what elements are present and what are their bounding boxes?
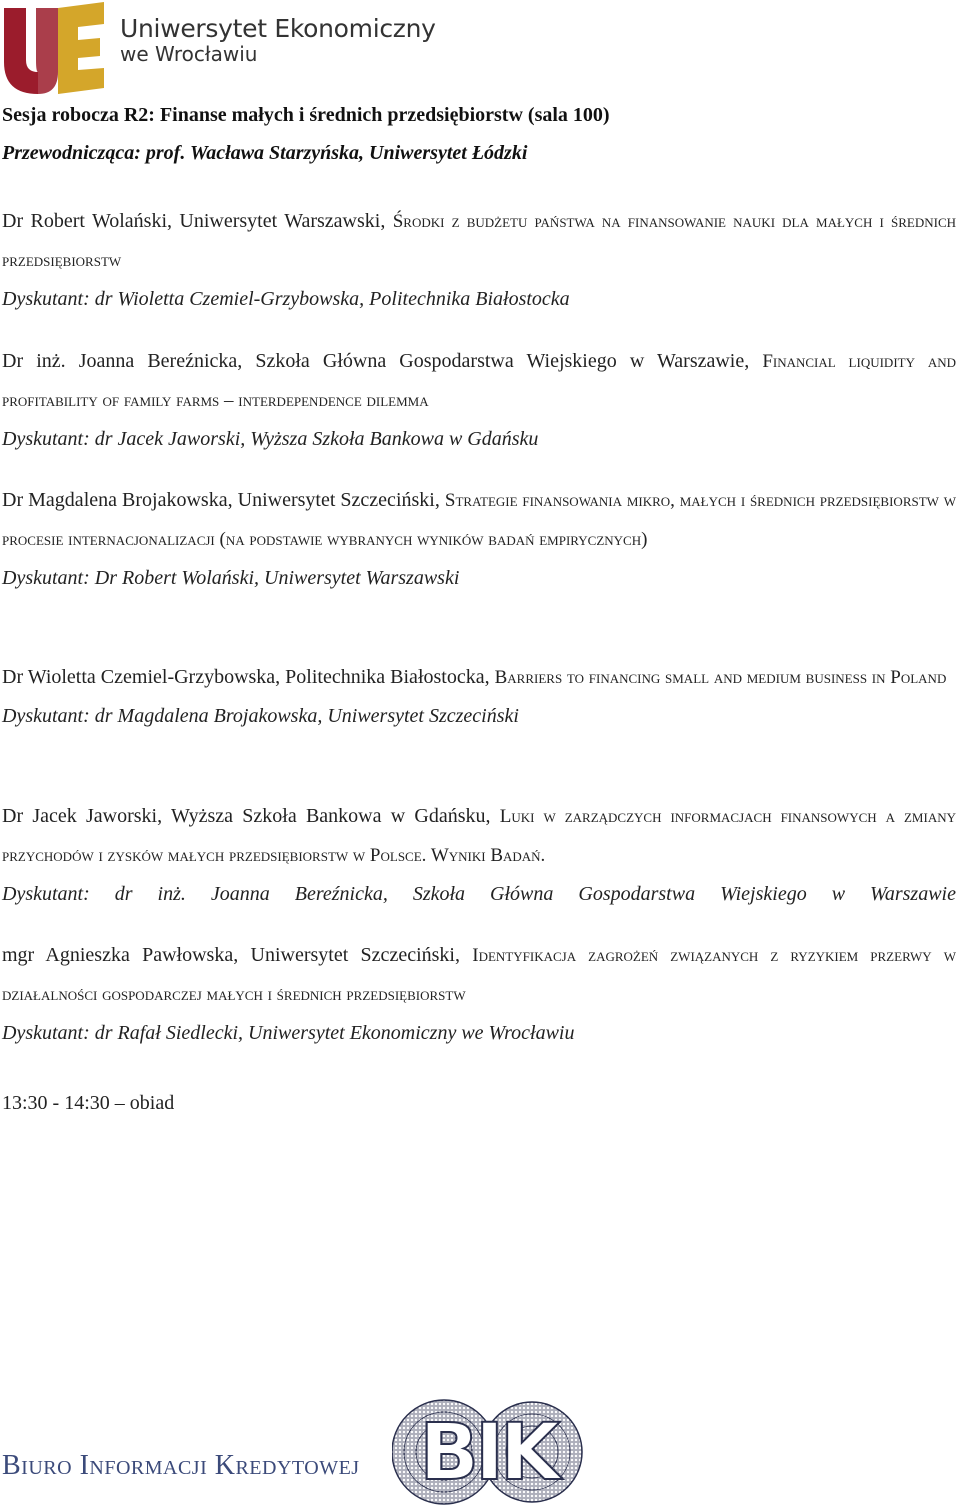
paper-title: Środki z budżetu państwa na finansowanie nauki dla małych i średnich przedsiębiorstw (2, 211, 956, 271)
speaker: Dr Wioletta Czemiel-Grzybowska, Politechnika Białostocka, (2, 666, 495, 688)
list-item (2, 481, 956, 597)
bik-name: Biuro Informacji Kredytowej (2, 1450, 360, 1481)
discussant: Dyskutant: dr Wioletta Czemiel-Grzybowska, Politechnika Białostocka (2, 288, 570, 310)
discussant: Dyskutant: dr Jacek Jaworski, Wyższa Szkoła Bankowa w Gdańsku (2, 428, 539, 450)
bik-letters: BIK (419, 1408, 557, 1498)
list-item (2, 797, 956, 913)
discussant: Dyskutant: dr inż. Joanna Bereźnicka, Szkoła Główna Gospodarstwa Wiejskiego w Warszawie (2, 883, 956, 905)
session-heading: Sesja robocza R2: Finanse małych i średnich przedsiębiorstw (sala 100) (2, 104, 610, 126)
university-name: Uniwersytet Ekonomiczny (120, 14, 436, 43)
paper-title: Luki w zarządczych informacjach finansowych a zmiany przychodów i zysków małych przedsiębiorstw w Polsce. Wyniki Badań. (2, 806, 956, 866)
discussant: Dyskutant: dr Rafał Siedlecki, Uniwersytet Ekonomiczny we Wrocławiu (2, 1022, 575, 1044)
list-item (2, 658, 956, 735)
paper-title: Barriers to financing small and medium business in Poland (494, 667, 947, 688)
paper-title: Strategie finansowania mikro, małych i średnich przedsiębiorstw w procesie internacjonalizacji (na podstawie wybranych wyników badań empirycznych) (2, 490, 956, 550)
discussant: Dyskutant: dr Magdalena Brojakowska, Uniwersytet Szczeciński (2, 705, 519, 727)
ue-logo-icon (0, 0, 110, 96)
speaker: mgr Agnieszka Pawłowska, Uniwersytet Szczeciński, (2, 944, 473, 966)
speaker: Dr Jacek Jaworski, Wyższa Szkoła Bankowa w Gdańsku, (2, 805, 500, 827)
university-logo (0, 0, 436, 100)
paper-title: Financial liquidity and profitability of family farms – interdependence dilemma (2, 351, 956, 411)
list-item (2, 936, 956, 1052)
session-chair: Przewodnicząca: prof. Wacława Starzyńska, Uniwersytet Łódzki (2, 142, 528, 164)
discussant: Dyskutant: Dr Robert Wolański, Uniwersytet Warszawski (2, 567, 460, 589)
speaker: Dr inż. Joanna Bereźnicka, Szkoła Główna Gospodarstwa Wiejskiego w Warszawie, (2, 350, 763, 372)
speaker: Dr Magdalena Brojakowska, Uniwersytet Szczeciński, (2, 489, 445, 511)
paper-title: Identyfikacja zagrożeń związanych z ryzykiem przerwy w działalności gospodarczej małych i średnich przedsiębiorstw (2, 945, 956, 1005)
speaker: Dr Robert Wolański, Uniwersytet Warszawski, (2, 210, 393, 232)
lunch-break: 13:30 - 14:30 – obiad (2, 1092, 175, 1114)
university-city: we Wrocławiu (120, 42, 258, 66)
list-item (2, 202, 956, 318)
list-item (2, 342, 956, 458)
